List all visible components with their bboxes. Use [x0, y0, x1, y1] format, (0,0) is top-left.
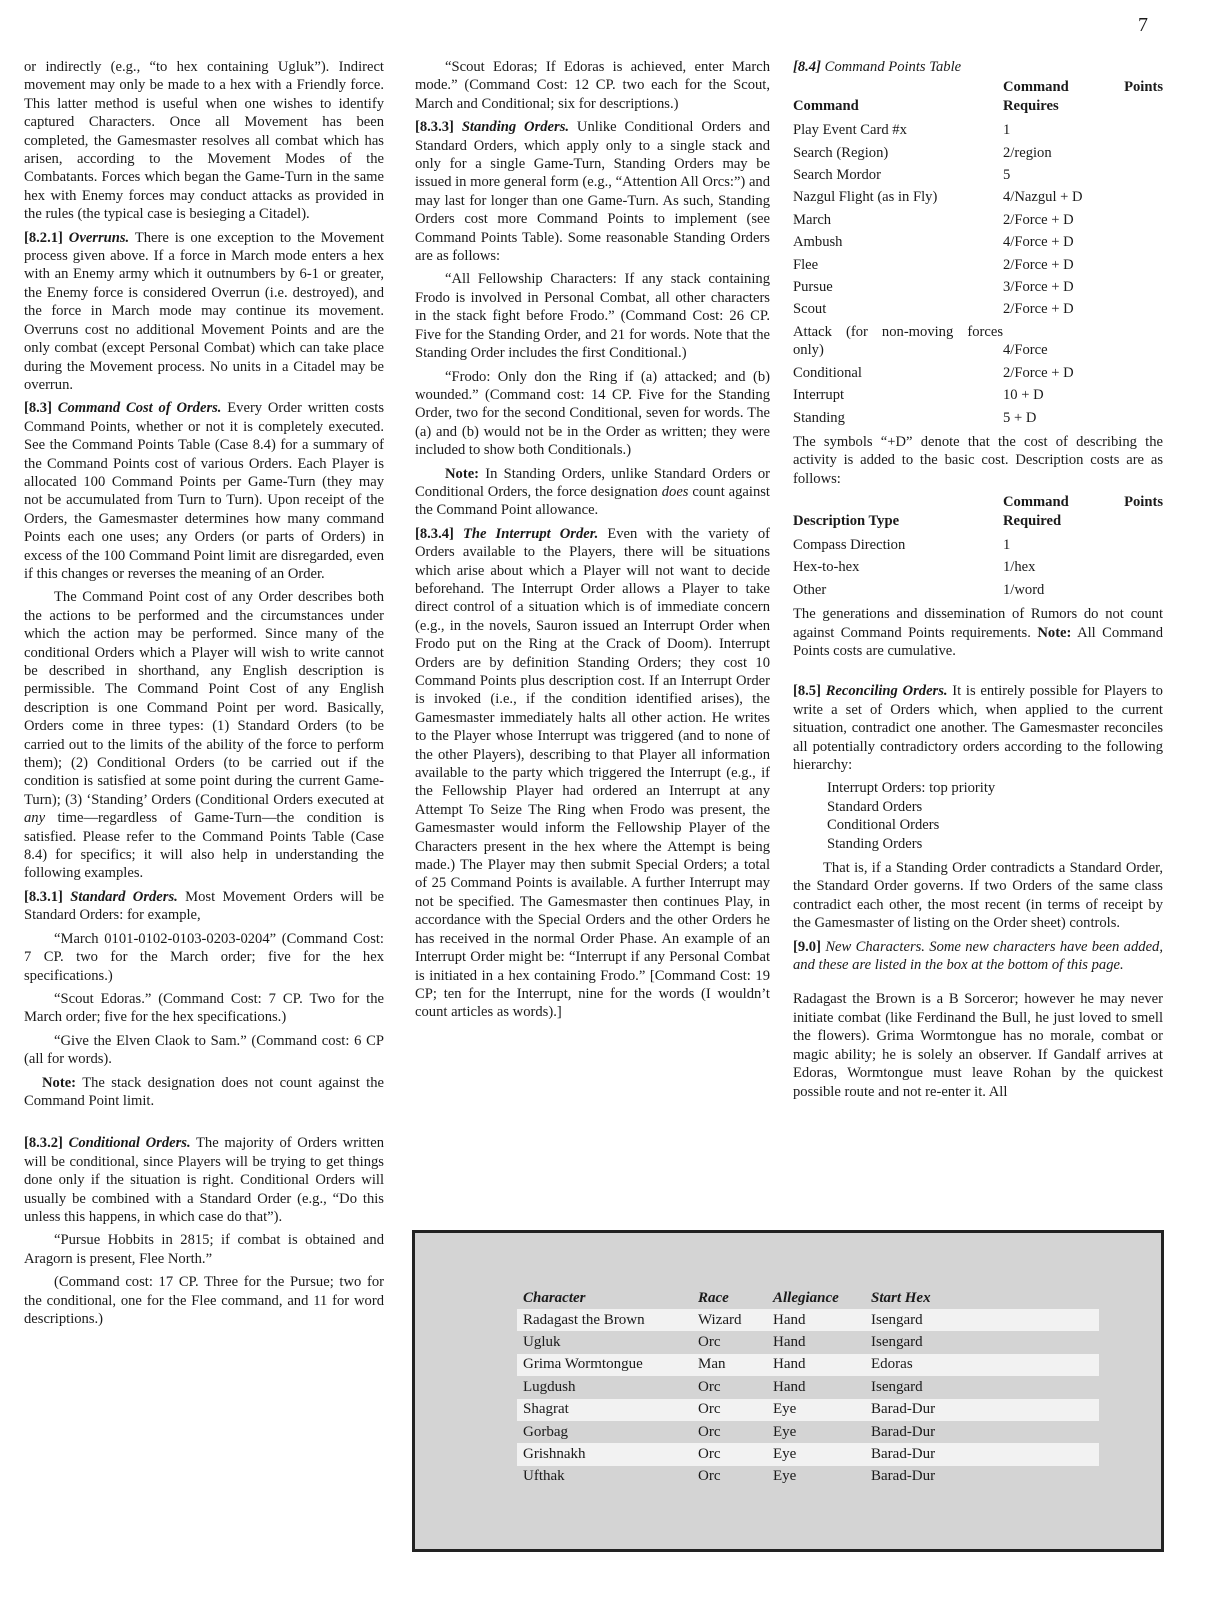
table-row: [793, 384, 1163, 406]
table-cell-value: 2/Force + D: [1003, 211, 1074, 228]
table-cell-value: 1: [1003, 122, 1011, 139]
text: time—regardless of Game-Turn—the condition is satisfied. Please refer to the Command Points Table (Case 8.4) for specifics; it will also help in understanding the following examples.: [24, 810, 384, 882]
table-row: [517, 1399, 1099, 1421]
table-row: [793, 276, 1163, 298]
section-ref: [8.3.4]: [415, 525, 454, 542]
table-cell: Isengard: [865, 1331, 1099, 1353]
table-cell: Barad-Dur: [865, 1399, 1099, 1421]
table-cell-value: 1/hex: [1003, 559, 1036, 576]
section-ref: [8.2.1]: [24, 229, 63, 246]
table-cell: Hand: [767, 1376, 865, 1398]
table-cell: Grishnakh: [517, 1443, 692, 1465]
text: In Standing Orders, unlike Standard Orders or Conditional Orders, the force designation: [415, 465, 770, 500]
table-row: [793, 407, 1163, 429]
table-row: [793, 209, 1163, 231]
section-ref: [9.0]: [793, 938, 821, 955]
section-title: Standard Orders.: [70, 888, 178, 905]
table-cell-label: Hex-to-hex: [793, 559, 860, 576]
command-points-table-header: [793, 78, 1163, 115]
table-cell-value: 10 + D: [1003, 387, 1044, 404]
example-fellowship: “All Fellowship Characters: If any stack containing Frodo is involved in Personal Combat, all other characters in the stack fight before Frodo.” (Command Cost: 26 CP. Five for the Standing Order, and 21 for words. Note that the Standing Order includes the first Conditional.): [415, 271, 770, 362]
table-row: [517, 1421, 1099, 1443]
table-cell-value: 4/Force + D: [1003, 234, 1074, 251]
section-body: Every Order written costs Command Points, whether or not it is completely executed. See the Command Points Table (Case 8.4) for a summary of the Command Points cost of various Orders. Each Player is allocated 100 Command Points per Game-Turn (they may not be accumulated from Turn to Turn). Upon receipt of the Orders, the Gamesmaster determines how many command Points each one uses; any Orders (or parts of Orders) in excess of the 100 Command Point limit are disregarded, even if this changes or reverses the meaning of an Order.: [24, 400, 384, 582]
table-cell: Orc: [692, 1399, 767, 1421]
example-march: “March 0101-0102-0103-0203-0204” (Command Cost: 7 CP. two for the March order; five for the hex specifications.): [24, 930, 384, 984]
table-cell-label: Interrupt: [793, 387, 845, 404]
section-body: Unlike Conditional Orders and Standard Orders, which apply only to a single stack and only for a single Game-Turn, Standing Orders may be issued in more general form (e.g., “Attention All Orcs:”) and may last for longer than one Game-Turn. As such, Standing Orders cost more Command Points to implement (see Command Points Table). Some reasonable Standing Orders are as follows:: [415, 119, 771, 265]
section-ref: [8.5]: [793, 683, 821, 700]
table-cell-label: Attack (for non-moving forces only): [793, 323, 1003, 359]
table-cell: Orc: [692, 1466, 767, 1488]
table-cell: Man: [692, 1354, 767, 1376]
table-row: [793, 164, 1163, 186]
section-8-3-3: [415, 118, 770, 265]
section-ref: [8.3.2]: [24, 1135, 63, 1152]
table-row: [793, 534, 1163, 556]
table-cell-value: 4/Force: [1003, 342, 1048, 359]
section-8-5: [793, 682, 1163, 774]
list-item: Standard Orders: [827, 798, 923, 815]
section-body: Even with the variety of Orders available to the Players, there will be situations which arise about which a Player will not want to decide beforehand. The Interrupt Order allows a Player to take direct control of a situation which is of immediate concern (e.g., in the novels, Sauron issued an Interrupt Order when Frodo put on the Ring at the Crack of Doom). Interrupt Orders are by definition Standing Orders; they cost 10 Command Points plus description cost. If an Interrupt Order is invoked (i.e., if the condition identified arises), the Gamesmaster immediately halts all other action. He writes to the Player whose Interrupt was triggered (and to none of the other Players), describing to that Player all information available to the party which triggered the Interrupt (e.g., if the Fellowship Player had ordered an Interrupt at any Attempt To Seize The Ring when Frodo was present, the Gamesmaster would inform the Fellowship Player of the Characters present in the hex where the Attempt is being made.) The Player may then submit Special Orders; a total of 25 Command Points is available. A further Interrupt may not be specified. The Gamesmaster then continues Play, in accordance with the Special Orders and the other Orders he has received in the normal Order Phase. An example of an Interrupt Order might be: “Interrupt if any Personal Combat is initiated in a hex containing Frodo.” [Command Cost: 19 CP; ten for the Interrupt, nine for the words (I wouldn’t count articles as words).]: [415, 525, 770, 1021]
table-row: [517, 1331, 1099, 1353]
list-item: Conditional Orders: [827, 817, 940, 834]
table-cell: Hand: [767, 1309, 865, 1331]
paragraph: The symbols “+D” denote that the cost of describing the activity is added to the basic cost. Description costs are as follows:: [793, 433, 1163, 487]
table-cell: Shagrat: [517, 1399, 692, 1421]
text: The generations and dissemination of Rumors do not count against Command Points requirements.: [793, 606, 1163, 641]
section-ref: [8.3]: [24, 400, 52, 417]
table-cell: Isengard: [865, 1309, 1099, 1331]
note: [24, 1074, 384, 1111]
table-cell: Isengard: [865, 1376, 1099, 1398]
table-cell: Eye: [767, 1421, 865, 1443]
table-row: [517, 1309, 1099, 1331]
table-cell-label: Pursue: [793, 279, 833, 296]
section-title: The Interrupt Order.: [462, 525, 599, 542]
note-body: The stack designation does not count against the Command Point limit.: [24, 1074, 384, 1109]
section-9-0: [793, 938, 1163, 975]
table-row: [793, 321, 1163, 362]
table-row: [793, 186, 1163, 208]
section-body: Most Movement Orders will be Standard Orders: for example,: [24, 888, 384, 924]
table-cell: Barad-Dur: [865, 1421, 1099, 1443]
section-body: There is one exception to the Movement process given above. If a force in March mode enters a hex with an Enemy army which it outnumbers by 6-1 or greater, the Enemy force is considered Overrun (i.e. destroyed), and the force in March mode may continue its movement. Overruns cost no additional Movement Points and are the only combat (except Personal Combat) which can take place during the Movement process. No units in a Citadel may be overrun.: [24, 229, 384, 393]
column-header: Character: [523, 1289, 586, 1306]
section-8-2-1: [24, 229, 384, 395]
section-title: New Characters. Some new characters have been added, and these are listed in the box at the bottom of this page.: [793, 938, 1163, 974]
table-cell-value: 2/Force + D: [1003, 364, 1074, 381]
table-cell: Barad-Dur: [865, 1466, 1099, 1488]
table-cell: Orc: [692, 1376, 767, 1398]
column-header: Start Hex: [871, 1289, 931, 1306]
section-ref: [8.3.1]: [24, 888, 63, 905]
section-8-3-2: [24, 1134, 384, 1226]
note-body: All Command Points costs are cumulative.: [793, 624, 1163, 659]
characters-table: [517, 1287, 1099, 1488]
table-row: [793, 142, 1163, 164]
column-header: Race: [698, 1289, 729, 1306]
table-cell-label: Play Event Card #x: [793, 122, 907, 139]
table-row: [793, 254, 1163, 276]
table-cell-value: 3/Force + D: [1003, 279, 1074, 296]
page-number: 7: [1138, 14, 1148, 36]
table-cell: Lugdush: [517, 1376, 692, 1398]
column-1: [24, 58, 384, 1333]
table-cell: Barad-Dur: [865, 1443, 1099, 1465]
section-title: Conditional Orders.: [68, 1135, 191, 1152]
table-row: [793, 362, 1163, 384]
table-cell: Eye: [767, 1399, 865, 1421]
note-label: Note:: [42, 1074, 77, 1091]
table-cell-label: Search (Region): [793, 144, 889, 161]
table-row: [793, 556, 1163, 578]
table-cell-value: 1: [1003, 536, 1011, 553]
section-body: It is entirely possible for Players to write a set of Orders which, when applied to the current situation, contradict one another. The Gamesmaster reconciles all potentially contradictory orders according to the following hierarchy:: [793, 683, 1163, 773]
paragraph: or indirectly (e.g., “to hex containing Ugluk”). Indirect movement may only be made to a hex with a Friendly force. This latter method is useful when one wishes to identify captured Characters. Once all Movement has been completed, the Gamesmaster resolves all combat which has arisen, according to the Movement Modes of the Combatants. Forces which began the Game-Turn in the same hex with Enemy forces may conduct attacks as provided in the rules (the typical case is besieging a Citadel).: [24, 59, 384, 223]
table-cell: Eye: [767, 1443, 865, 1465]
table-row: [517, 1354, 1099, 1376]
table-cell-label: Compass Direction: [793, 536, 906, 553]
new-characters-box: [412, 1230, 1164, 1552]
description-cost-table: [793, 534, 1163, 601]
section-title: Standing Orders.: [461, 119, 570, 136]
table-cell: Edoras: [865, 1354, 1099, 1376]
command-points-table: [793, 119, 1163, 429]
section-ref: [8.3.3]: [415, 119, 454, 136]
example-pursue: “Pursue Hobbits in 2815; if combat is obtained and Aragorn is present, Flee North.”: [24, 1232, 384, 1267]
table-cell-value: 2/Force + D: [1003, 256, 1074, 273]
section-8-3-4: [415, 525, 770, 1022]
table-cell-label: Nazgul Flight (as in Fly): [793, 189, 938, 206]
table-cell: Hand: [767, 1354, 865, 1376]
table-header-row: [517, 1287, 1099, 1309]
table-row: [517, 1443, 1099, 1465]
note: [415, 465, 770, 520]
table-cell: Ufthak: [517, 1466, 692, 1488]
table-cell: Grima Wormtongue: [517, 1354, 692, 1376]
table-cell-label: March: [793, 211, 832, 228]
section-ref: [8.4]: [793, 59, 821, 75]
table-cell: Gorbag: [517, 1421, 692, 1443]
table-cell-value: 5: [1003, 167, 1011, 184]
table-cell-value: 2/Force + D: [1003, 301, 1074, 318]
table-row: [793, 119, 1163, 141]
section-body: The majority of Orders written will be conditional, since Players will be trying to get things done only if the situation is right. Conditional Orders will usually be combined with a Standard Order (e.g., “Do this unless this happens, in which case do that”).: [24, 1135, 384, 1225]
example-scout-edoras: “Scout Edoras; If Edoras is achieved, enter March mode.” (Command Cost: 12 CP. two each for the Scout, March and Conditional; six for descriptions.): [415, 59, 770, 112]
section-title: Command Points Table: [824, 59, 962, 75]
description-table-header: [793, 493, 1163, 530]
table-cell: Wizard: [692, 1309, 767, 1331]
column-header: Allegiance: [773, 1289, 839, 1306]
column-header: Description Type: [793, 512, 900, 529]
section-8-3: [24, 399, 384, 583]
column-header: Command Points Required: [1003, 494, 1163, 529]
example-frodo: “Frodo: Only don the Ring if (a) attacked; and (b) wounded.” (Command cost: 14 CP. Five for the Standing Order, two for the second Conditional, seven for words. The (a) and (b) would not be in the Order as written; they were included to show both Conditionals.): [415, 368, 770, 459]
table-cell-label: Scout: [793, 301, 827, 318]
table-row: [793, 231, 1163, 253]
note-label: Note:: [1037, 624, 1072, 641]
table-cell-label: Other: [793, 581, 827, 598]
table-cell: Hand: [767, 1331, 865, 1353]
emphasis: any: [24, 810, 46, 827]
example-scout: “Scout Edoras.” (Command Cost: 7 CP. Two for the March order; five for the hex specifications.): [24, 990, 384, 1026]
paragraph: Radagast the Brown is a B Sorceror; however he may never initiate combat (like Ferdinand the Bull, he just loved to smell the flowers). Grima Wormtongue has no morale, combat or magic ability; he is solely an observer. If Gandalf arrives at Edoras, Wormtongue must leave Rohan by the quickest possible route and not re-enter it. All: [793, 991, 1163, 1100]
table-cell-value: 4/Nazgul + D: [1003, 189, 1083, 206]
table-cell-value: 1/word: [1003, 581, 1045, 598]
paragraph: [793, 605, 1163, 660]
text: count against the Command Point allowance.: [415, 483, 770, 519]
table-row: [793, 298, 1163, 320]
table-cell: Orc: [692, 1421, 767, 1443]
table-cell-label: Search Mordor: [793, 167, 881, 184]
table-cell-label: Flee: [793, 256, 819, 273]
table-title: [793, 58, 1163, 76]
section-title: Overruns.: [68, 229, 130, 246]
table-row: [793, 579, 1163, 601]
column-header: Command Points Requires: [1003, 79, 1163, 114]
example-give: “Give the Elven Claok to Sam.” (Command cost: 6 CP (all for words).: [24, 1032, 384, 1068]
list-item: Interrupt Orders: top priority: [827, 780, 996, 797]
table-cell-label: Conditional: [793, 364, 862, 381]
table-cell-label: Standing: [793, 409, 845, 426]
section-title: Command Cost of Orders.: [57, 400, 222, 417]
table-cell-value: 2/region: [1003, 144, 1052, 161]
paragraph: That is, if a Standing Order contradicts a Standard Order, the Standard Order governs. If two Orders of the same class contradict each other, the most recent (in terms of receipt by the Gamesmaster of listing on the Order sheet) controls.: [793, 860, 1163, 932]
text: The Command Point cost of any Order describes both the actions to be performed and the circumstances under which the action may be performed. Since many of the conditional Orders which a Player will wish to write cannot be described in shorthand, any English description is permissible. The Command Point Cost of any English description is one Command Point per word. Basically, Orders come in three types: (1) Standard Orders (to be carried out to the limits of the ability of the force to perform them); (2) Conditional Orders (to be carried out if the condition is satisfied at some point during the current Game-Turn); (3) ‘Standing’ Orders (Conditional Orders executed at: [24, 589, 384, 808]
table-cell-label: Ambush: [793, 234, 843, 251]
section-title: Reconciling Orders.: [825, 683, 948, 700]
column-2: [415, 58, 770, 1027]
table-cell: Radagast the Brown: [517, 1309, 692, 1331]
column-header: Command: [793, 97, 859, 114]
table-row: [517, 1376, 1099, 1398]
example-pursue-cost: (Command cost: 17 CP. Three for the Pursue; two for the conditional, one for the Flee command, and 11 for word descriptions.): [24, 1274, 384, 1327]
table-cell: Orc: [692, 1331, 767, 1353]
section-8-3-1: [24, 888, 384, 925]
emphasis: does: [661, 483, 689, 500]
table-row: [517, 1466, 1099, 1488]
table-cell-value: 5 + D: [1003, 409, 1037, 426]
note-label: Note:: [445, 465, 480, 482]
table-cell: Eye: [767, 1466, 865, 1488]
table-cell: Ugluk: [517, 1331, 692, 1353]
table-cell: Orc: [692, 1443, 767, 1465]
column-3: [793, 58, 1163, 1106]
paragraph-command-cost: [24, 588, 384, 883]
order-hierarchy: [793, 779, 1163, 853]
list-item: Standing Orders: [827, 835, 923, 852]
